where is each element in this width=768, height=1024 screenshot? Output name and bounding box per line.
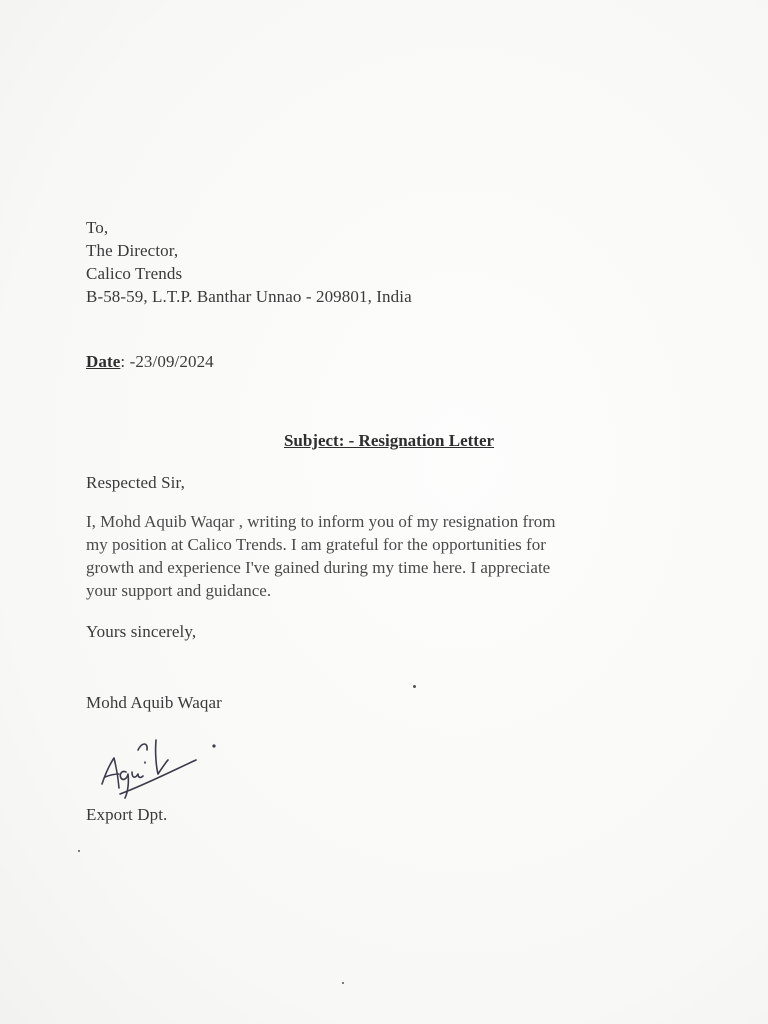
handwritten-signature-icon [92, 722, 222, 807]
salutation: Respected Sir, [86, 473, 185, 492]
date-value: : -23/09/2024 [120, 352, 214, 371]
recipient-title: The Director, [86, 241, 179, 260]
subject-heading: Subject: - Resignation Letter [283, 431, 495, 450]
recipient-company: Calico Trends [86, 264, 183, 283]
department: Export Dpt. [86, 805, 168, 824]
body-line: your support and guidance. [86, 581, 272, 600]
body-line: growth and experience I've gained during my time here. I appreciate [86, 558, 551, 577]
recipient-line-to: To, [86, 218, 109, 237]
date-label: Date [86, 352, 121, 371]
signer-name: Mohd Aquib Waqar [86, 693, 222, 712]
date-line [86, 351, 214, 373]
body-line: I, Mohd Aquib Waqar , writing to inform you of my resignation from [86, 512, 556, 531]
scan-speck [342, 982, 344, 984]
closing: Yours sincerely, [86, 622, 197, 641]
scan-speck [78, 850, 80, 852]
scan-speck [413, 685, 416, 688]
body-line: my position at Calico Trends. I am grateful for the opportunities for [86, 535, 546, 554]
recipient-address: B-58-59, L.T.P. Banthar Unnao - 209801, India [86, 287, 412, 306]
body-paragraph [86, 510, 656, 602]
